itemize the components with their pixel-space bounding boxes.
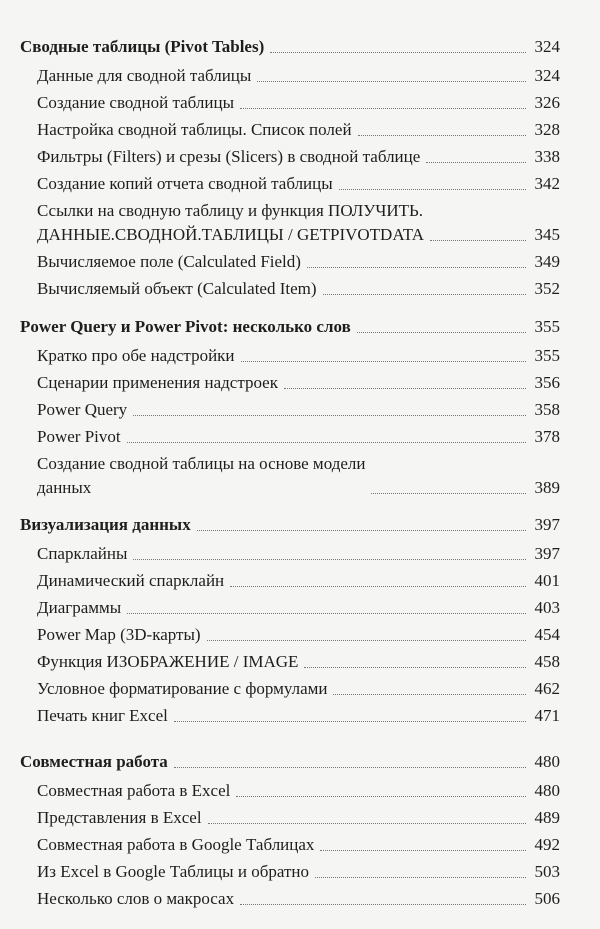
page-number: 397 [534, 514, 560, 534]
subsection-entry [37, 622, 560, 649]
dot-leader [127, 442, 526, 443]
dot-leader [284, 388, 526, 389]
subsection-entry [37, 276, 560, 303]
dot-leader [174, 767, 526, 768]
entry-title: Условное форматирование с формулами [37, 679, 328, 698]
dot-leader [257, 81, 526, 82]
page-number: 397 [534, 544, 560, 563]
dot-leader [207, 640, 526, 641]
entry-title: Сценарии применения надстроек [37, 373, 278, 392]
dot-leader [240, 904, 526, 905]
subsection-entry [37, 886, 560, 913]
dot-leader [307, 267, 526, 268]
dot-leader [127, 613, 526, 614]
dot-leader [371, 493, 526, 494]
page-number: 338 [534, 147, 560, 166]
toc-section [20, 33, 560, 303]
entry-title: Создание копий отчета сводной таблицы [37, 174, 333, 193]
subsection-entry [37, 859, 560, 886]
dot-leader [426, 162, 526, 163]
page-number: 355 [534, 346, 560, 365]
page-number: 506 [534, 889, 560, 908]
page-number: 326 [534, 93, 560, 112]
dot-leader [357, 332, 526, 333]
dot-leader [197, 530, 526, 531]
dot-leader [208, 823, 526, 824]
subsection-entry [37, 676, 560, 703]
entry-title: Данные для сводной таблицы [37, 66, 252, 85]
entry-title: Представления в Excel [37, 808, 202, 827]
chapter-entry [20, 748, 560, 778]
dot-leader [133, 415, 526, 416]
entry-title: Визуализация данных [20, 514, 191, 534]
subsection-entry [37, 832, 560, 859]
subsection-entry [37, 703, 560, 730]
entry-title: Кратко про обе надстройки [37, 346, 235, 365]
dot-leader [133, 559, 526, 560]
page-number: 352 [534, 279, 560, 298]
page-number: 462 [534, 679, 560, 698]
subsection-entry [37, 397, 560, 424]
subsection-entry [37, 370, 560, 397]
dot-leader [358, 135, 526, 136]
toc-section [20, 748, 560, 913]
entry-title: Печать книг Excel [37, 706, 168, 725]
subsection-entry [37, 568, 560, 595]
subsection-entry [37, 649, 560, 676]
entry-title: Совместная работа в Excel [37, 781, 231, 800]
page-number: 324 [534, 36, 560, 56]
subsection-entry [37, 117, 560, 144]
subsection-entry [37, 249, 560, 276]
entry-title: Совместная работа [20, 751, 168, 771]
entry-title: Совместная работа в Google Таблицах [37, 835, 315, 854]
dot-leader [174, 721, 526, 722]
dot-leader [339, 189, 526, 190]
chapter-entry [20, 511, 560, 541]
entry-title: Вычисляемое поле (Calculated Field) [37, 252, 301, 271]
entry-title: Фильтры (Filters) и срезы (Slicers) в сводной таблице [37, 147, 421, 166]
entry-title: Создание сводной таблицы на основе модели данных [37, 454, 366, 497]
dot-leader [240, 108, 526, 109]
dot-leader [430, 240, 526, 241]
page-number: 349 [534, 252, 560, 271]
page-number: 480 [534, 751, 560, 771]
entry-title: Функция ИЗОБРАЖЕНИЕ / IMAGE [37, 652, 299, 671]
chapter-entry [20, 33, 560, 63]
entry-title: Ссылки на сводную таблицу и функция ПОЛУЧИТЬ. ДАННЫЕ.СВОДНОЙ.ТАБЛИЦЫ / GETPIVOTDATA [37, 201, 425, 244]
page-number: 328 [534, 120, 560, 139]
page-number: 401 [534, 571, 560, 590]
entry-title: Спарклайны [37, 544, 128, 563]
entry-title: Вычисляемый объект (Calculated Item) [37, 279, 317, 298]
subsection-entry [37, 198, 560, 249]
entry-title: Несколько слов о макросах [37, 889, 235, 908]
dot-leader [236, 796, 526, 797]
subsection-entry [37, 343, 560, 370]
subsection-entry [37, 90, 560, 117]
dot-leader [241, 361, 526, 362]
page-number: 471 [534, 706, 560, 725]
dot-leader [230, 586, 526, 587]
dot-leader [333, 694, 526, 695]
page-number: 378 [534, 427, 560, 446]
entry-title: Настройка сводной таблицы. Список полей [37, 120, 352, 139]
entry-title: Power Map (3D-карты) [37, 625, 201, 644]
chapter-entry [20, 313, 560, 343]
entry-title: Из Excel в Google Таблицы и обратно [37, 862, 309, 881]
toc-section [20, 313, 560, 502]
page-number: 355 [534, 316, 560, 336]
subsection-entry [37, 541, 560, 568]
subsection-entry [37, 144, 560, 171]
page-number: 356 [534, 373, 560, 392]
dot-leader [315, 877, 526, 878]
page-number: 403 [534, 598, 560, 617]
subsection-entry [37, 424, 560, 451]
page-number: 389 [534, 478, 560, 497]
subsection-entry [37, 171, 560, 198]
subsection-entry [37, 451, 560, 502]
subsection-entry [37, 805, 560, 832]
page-number: 345 [534, 225, 560, 244]
entry-title: Диаграммы [37, 598, 122, 617]
page-number: 454 [534, 625, 560, 644]
entry-title: Power Query и Power Pivot: несколько слов [20, 316, 351, 336]
page-number: 480 [534, 781, 560, 800]
dot-leader [270, 52, 526, 53]
page-number: 358 [534, 400, 560, 419]
dot-leader [320, 850, 526, 851]
dot-leader [304, 667, 526, 668]
entry-title: Динамический спарклайн [37, 571, 225, 590]
entry-title: Создание сводной таблицы [37, 93, 235, 112]
subsection-entry [37, 63, 560, 90]
toc-section [20, 511, 560, 730]
page-number: 503 [534, 862, 560, 881]
dot-leader [323, 294, 526, 295]
entry-title: Сводные таблицы (Pivot Tables) [20, 36, 265, 56]
entry-title: Power Pivot [37, 427, 121, 446]
subsection-entry [37, 778, 560, 805]
page-number: 342 [534, 174, 560, 193]
page-number: 458 [534, 652, 560, 671]
subsection-entry [37, 595, 560, 622]
page-number: 492 [534, 835, 560, 854]
entry-title: Power Query [37, 400, 128, 419]
page-number: 324 [534, 66, 560, 85]
page-number: 489 [534, 808, 560, 827]
